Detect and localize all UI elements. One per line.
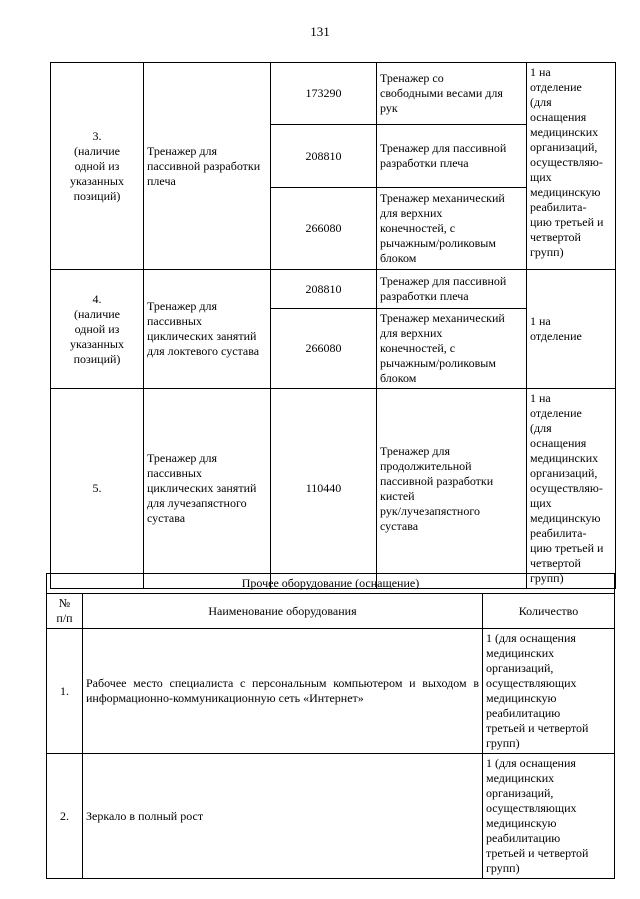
equipment-quantity-line: организаций, [486,661,554,675]
equipment-quantity [483,754,615,879]
equipment-name-line: для локтевого сустава [147,344,260,358]
equipment-description-line: рычажным/роликовым [380,356,496,370]
equipment-code-line: 266080 [305,341,342,355]
row-number-line: 3. [92,128,102,143]
equipment-quantity-line: медицинских [486,771,555,785]
equipment-quantity [527,389,616,589]
equipment-description-line: рук/лучезапястного [380,503,480,518]
equipment-quantity-line: оснащения [530,436,587,450]
equipment-quantity-line: (для [530,95,552,109]
equipment-quantity-line: медицинских [530,451,599,465]
equipment-code [271,125,377,188]
row-number [51,389,144,589]
row-number-line: 5. [92,481,102,495]
row-number-line: указанных [70,173,124,188]
equipment-quantity-line: третьей и четвертой [486,721,589,735]
equipment-code [271,309,377,389]
row-number-line: позиций) [73,188,121,203]
equipment-description-line: Тренажер для пассивной [380,141,507,155]
equipment-name-line: плеча [147,173,176,188]
equipment-quantity [483,629,615,754]
table-row [47,629,615,754]
equipment-quantity-line: отделение [530,406,582,420]
equipment-quantity-line: групп) [530,245,564,259]
equipment-description-line: конечностей, с [380,221,456,235]
row-number-line: (наличие [73,143,121,158]
equipment-description [377,63,527,125]
equipment-quantity-line: отделение [530,329,582,343]
equipment-name-line: пассивных [147,466,202,480]
row-number [51,270,144,389]
equipment-description-line: продолжительной [380,458,472,473]
header-num-line: № [58,596,71,610]
row-number-line: одной из [74,321,120,336]
equipment-quantity-line: групп) [530,571,564,585]
equipment-description [377,125,527,188]
equipment-quantity-line: реабилитацию [486,706,561,720]
equipment-code-line: 208810 [305,148,342,163]
equipment-description-line: Тренажер для пассивной [380,274,507,288]
equipment-quantity-line: 1 на [530,391,551,405]
equipment-name-line: пассивных [147,314,202,328]
equipment-description-line: свободными весами для [380,86,503,100]
equipment-description [377,188,527,270]
equipment-description-line: Тренажер со [380,71,444,85]
equipment-table [50,62,616,589]
equipment-quantity-line: реабилита- [530,526,587,540]
equipment-quantity-line: 1 на [530,65,551,79]
table-row [51,270,616,309]
equipment-quantity-line: реабилитацию [486,831,561,845]
row-number-line: 2. [60,808,69,823]
equipment-quantity-line: медицинскую [486,691,557,705]
equipment-quantity-line: групп) [486,861,520,875]
equipment-code [271,270,377,309]
equipment-quantity [527,63,616,270]
equipment-quantity-line: осуществляю- [530,481,603,495]
equipment-name: Рабочее место специалиста с персональным компьютером и выходом в информационно-коммуникационную сеть «Интернет» [83,629,483,754]
equipment-description-line: разработки плеча [380,289,469,303]
equipment-name-line: пассивной разработки [147,158,261,173]
equipment-quantity-line: реабилита- [530,200,587,214]
page-number: 131 [310,24,330,39]
equipment-description-line: кистей [380,488,415,503]
equipment-description-line: конечностей, с [380,341,456,355]
equipment-quantity-line: осуществляющих [486,801,577,815]
equipment-quantity-line: цию третьей и [530,541,604,555]
row-number-line: 1. [60,683,69,698]
equipment-description-line: Тренажер механический [380,311,505,325]
equipment-quantity-line: групп) [486,736,520,750]
table-row [51,63,616,125]
equipment-quantity-line: медицинских [530,125,599,139]
equipment-description-line: блоком [380,371,417,385]
row-number-line: указанных [70,336,124,351]
equipment-name-line: сустава [147,511,186,525]
equipment-quantity-line: медицинскую [530,511,601,525]
equipment-quantity-line: четвертой [530,230,581,244]
equipment-description-line: рук [380,101,398,115]
equipment-quantity-line: медицинских [486,646,555,660]
equipment-description-line: сустава [380,518,419,533]
row-number [47,754,83,879]
equipment-quantity-line: организаций, [530,466,598,480]
equipment-description-line: пассивной разработки [380,473,494,488]
equipment-quantity-line: цию третьей и [530,215,604,229]
equipment-description [377,309,527,389]
equipment-code-line: 266080 [305,221,342,235]
equipment-quantity-line: осуществляющих [486,676,577,690]
header-num [47,594,83,629]
equipment-quantity-line: 1 (для оснащения [486,756,576,770]
equipment-name-line: циклических занятий [147,481,257,495]
row-number [51,63,144,270]
table-row [47,754,615,879]
equipment-description-line: для верхних [380,326,443,340]
row-number-line: одной из [74,158,120,173]
equipment-quantity-line: четвертой [530,556,581,570]
equipment-description [377,270,527,309]
equipment-quantity-line: организаций, [530,140,598,154]
header-name: Наименование оборудования [83,594,483,629]
header-num-line: п/п [56,611,73,625]
equipment-description-line: блоком [380,251,417,265]
equipment-quantity-line: (для [530,421,552,435]
equipment-code [271,63,377,125]
equipment-quantity-line: третьей и четвертой [486,846,589,860]
equipment-name: Зеркало в полный рост [83,754,483,879]
equipment-quantity [527,270,616,389]
equipment-code-line: 173290 [305,86,342,100]
equipment-description-line: для верхних [380,206,443,220]
equipment-code [271,389,377,589]
equipment-name-line: Тренажер для [147,299,218,313]
equipment-quantity-line: щих [530,496,552,510]
equipment-name [144,270,271,389]
equipment-description-line: разработки плеча [380,156,469,170]
equipment-description-line: рычажным/роликовым [380,236,496,250]
equipment-description [377,389,527,589]
equipment-name-line: Тренажер для [147,143,218,158]
equipment-quantity-line: 1 (для оснащения [486,631,576,645]
equipment-quantity-line: оснащения [530,110,587,124]
equipment-description-line: Тренажер для [380,443,451,458]
row-number-line: 4. [92,291,102,306]
equipment-quantity-line: отделение [530,80,582,94]
header-qty: Количество [483,594,615,629]
row-number [47,629,83,754]
table-title: Прочее оборудование (оснащение) [47,574,615,594]
equipment-name-line: циклических занятий [147,329,257,343]
equipment-code-line: 208810 [305,281,342,296]
equipment-quantity-line: организаций, [486,786,554,800]
equipment-name [144,63,271,270]
equipment-name [144,389,271,589]
equipment-description-line: Тренажер механический [380,191,505,205]
table-row [51,389,616,589]
equipment-quantity-line: осуществляю- [530,155,603,169]
row-number-line: позиций) [73,351,121,366]
equipment-code [271,188,377,270]
equipment-name-line: Тренажер для [147,451,218,465]
equipment-quantity-line: щих [530,170,552,184]
equipment-quantity-line: медицинскую [486,816,557,830]
equipment-code-line: 110440 [305,481,342,495]
equipment-quantity-line: медицинскую [530,185,601,199]
equipment-name-line: для лучезапястного [147,496,247,510]
row-number-line: (наличие [73,306,121,321]
other-equipment-table [46,573,615,879]
equipment-quantity-line: 1 на [530,314,551,328]
